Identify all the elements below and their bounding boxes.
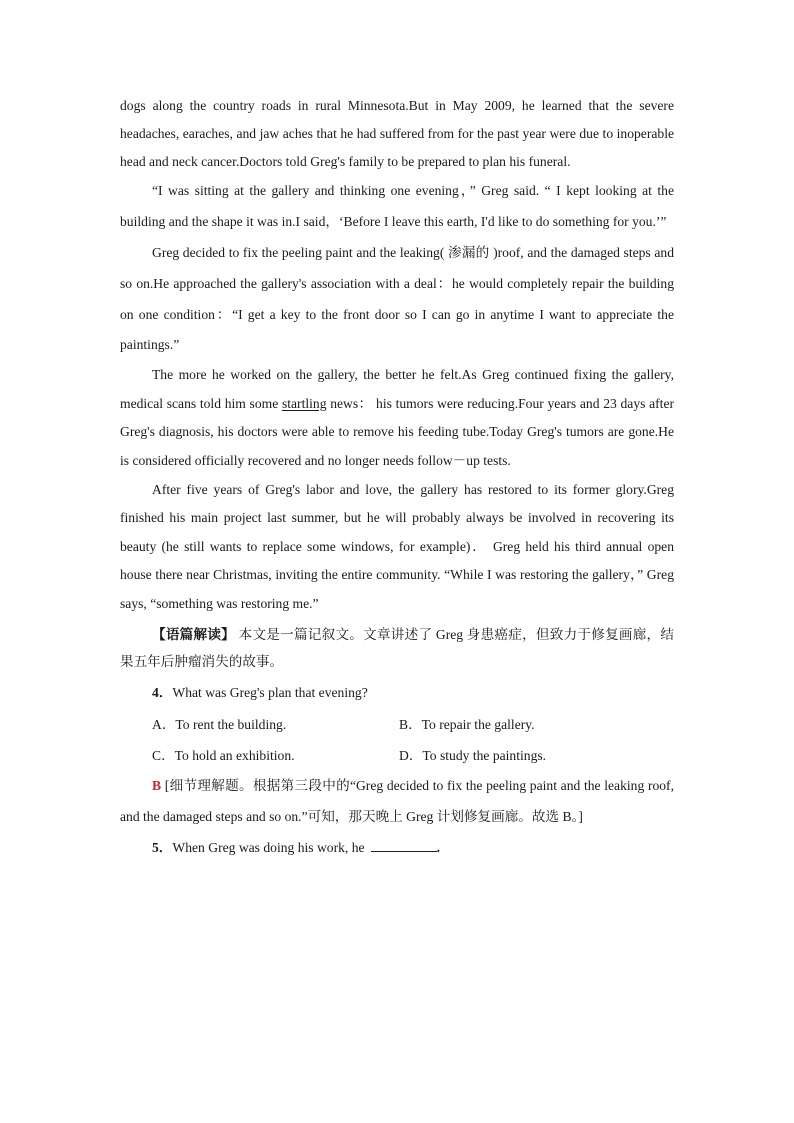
option-d: D．To study the paintings. bbox=[399, 747, 547, 763]
analysis-text: 本文是一篇记叙文。文章讲述了 Greg 身患癌症，但致力于修复画廊，结果五年后肿瘤消失的故事。 bbox=[120, 626, 674, 670]
question-5-number: 5． bbox=[152, 839, 173, 855]
passage-paragraph-4 bbox=[120, 361, 674, 475]
question-5-end: . bbox=[436, 839, 440, 855]
answer-explanation-4 bbox=[120, 771, 674, 833]
passage-paragraph-5: After five years of Greg's labor and love, the gallery has restored to its former glory.Greg finished his main project last summer, but he will probably always be involved in recovering its beauty (he still wants to replace some windows, for example)． Greg held his third annual open house there near Christmas, inviting the entire community. “While I was restoring the gallery，” Greg says, “something was restoring me.” bbox=[120, 481, 674, 611]
answer-letter: B bbox=[152, 777, 162, 793]
document-page bbox=[120, 92, 674, 863]
option-b: B．To repair the gallery. bbox=[399, 716, 535, 732]
paragraph-4-text-start: The more he worked on the gallery, the better he felt.As Greg continued fixing the gallery, medical scans told him some bbox=[120, 367, 674, 411]
question-4-stem: What was Greg's plan that evening? bbox=[172, 685, 368, 701]
question-5 bbox=[120, 833, 674, 864]
analysis-label: 【语篇解读】 bbox=[152, 626, 235, 642]
explanation-text: [细节理解题。根据第三段中的“Greg decided to fix the peeling paint and the leaking roof, and the damaged steps and so on.”可知，那天晚上 Greg 计划修复画廊。故选 B。] bbox=[120, 777, 674, 824]
passage-paragraph-3: Greg decided to fix the peeling paint and the leaking( 渗漏的 )roof, and the damaged steps and so on.He approached the gallery's association with a deal：he would completely repair the building on one condition：“I get a key to the front door so I can go in anytime I want to appreciate the paintings.” bbox=[120, 244, 674, 353]
option-a: A．To rent the building. bbox=[152, 716, 287, 732]
option-c: C．To hold an exhibition. bbox=[152, 747, 295, 763]
paragraph-4-text-end: news： his tumors were reducing.Four years and 23 days after Greg's diagnosis, his doctors were able to remove his feeding tube.Today Greg's tumors are gone.He is considered officially recovered and no longer needs follow－up tests. bbox=[120, 395, 675, 468]
options-row-1 bbox=[120, 709, 674, 740]
passage-paragraph-2: “I was sitting at the gallery and thinking one evening，” Greg said. “ I kept looking at the building and the shape it was in.I said，‘Before I leave this earth, I'd like to do something for you.’” bbox=[120, 183, 674, 230]
answer-blank bbox=[371, 837, 437, 852]
text-analysis bbox=[120, 621, 674, 677]
options-row-2 bbox=[120, 740, 674, 771]
question-4 bbox=[120, 678, 674, 709]
passage-paragraph-1: dogs along the country roads in rural Minnesota.But in May 2009, he learned that the severe headaches, earaches, and jaw aches that he had suffered from for the past year were due to inoperable head and neck cancer.Doctors told Greg's family to be prepared to plan his funeral. bbox=[120, 98, 674, 169]
question-5-stem: When Greg was doing his work, he bbox=[172, 839, 365, 855]
underlined-word: startling bbox=[281, 395, 327, 411]
question-4-number: 4． bbox=[152, 685, 173, 701]
